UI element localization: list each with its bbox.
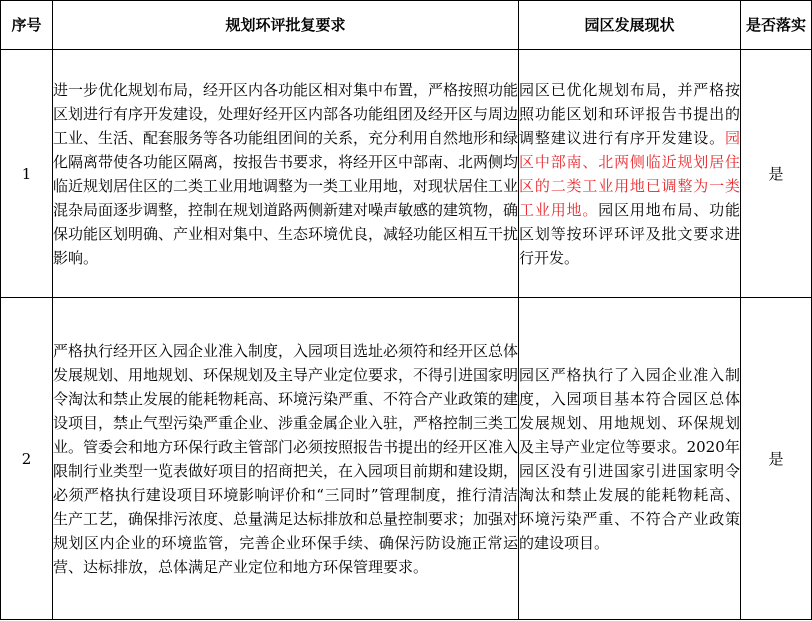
table-header-row xyxy=(1,1,812,50)
status-text: 园区严格执行了入园企业准入制度，入园项目基本符合园区总体发展规划、用地规划、环保规划及主导产业定位等要求。2020年园区没有引进国家引进国家明令淘汰和禁止发展的能耗物耗高、环境污染严重、不符合产业政策的建设项目。 xyxy=(519,365,740,552)
requirement-text: 严格执行经开区入园企业准入制度，入园项目选址必须符和经开区总体发展规划、用地规划、环保规划及主导产业定位要求，不得引进国家明令淘汰和禁止发展的能耗物耗高、环境污染严重、不符合产业政策的建设项目，禁止气型污染严重企业、涉重金属企业入驻，严格控制三类工业。管委会和地方环保行政主管部门必须按照报告书提出的经开区准入限制行业类型一览表做好项目的招商把关，在入园项目前期和建设期，必须严格执行建设项目环境影响评价和“三同时”管理制度，推行清洁生产工艺，确保排污浓度、总量满足达标排放和总量控制要求；加强对规划区内企业的环境监管，完善企业环保手续、确保污防设施正常运营、达标排放，总体满足产业定位和地方环保管理要求。 xyxy=(53,341,519,576)
header-seq: 序号 xyxy=(1,1,53,50)
implemented-cell: 是 xyxy=(741,298,812,620)
status-text-after: 园区用地布局、功能区划等按环评环评及批文要求进行开发。 xyxy=(519,200,740,267)
requirement-cell xyxy=(53,298,519,620)
requirement-cell xyxy=(53,50,519,298)
status-cell xyxy=(519,50,741,298)
requirement-text: 进一步优化规划布局，经开区内各功能区相对集中布置，严格按照功能区划进行有序开发建设，处理好经开区内部各功能组团及经开区与周边工业、生活、配套服务等各功能组团间的关系，充分利用自然地形和绿化隔离带使各功能区隔离，按报告书要求，将经开区中部南、北两侧均临近规划居住区的二类工业用地调整为一类工业用地，对现状居住工业混杂局面逐步调整，控制在规划道路两侧新建对噪声敏感的建筑物，确保功能区划明确、产业相对集中、生态环境优良，减轻功能区相互干扰影响。 xyxy=(53,80,519,267)
header-status: 园区发展现状 xyxy=(519,1,741,50)
row-seq: 2 xyxy=(1,298,53,620)
header-implemented: 是否落实 xyxy=(741,1,812,50)
row-seq: 1 xyxy=(1,50,53,298)
status-text: 园区已优化规划布局，并严格按照功能区划和环评报告书提出的调整建议进行有序开发建设。 xyxy=(519,80,740,147)
status-cell xyxy=(519,298,741,620)
table-row xyxy=(1,50,812,298)
implemented-cell: 是 xyxy=(741,50,812,298)
header-requirement: 规划环评批复要求 xyxy=(53,1,519,50)
status-highlight-text: 园区中部南、北两侧临近规划居住区的二类工业用地已调整为一类工业用地。 xyxy=(519,128,740,219)
table-row xyxy=(1,298,812,620)
